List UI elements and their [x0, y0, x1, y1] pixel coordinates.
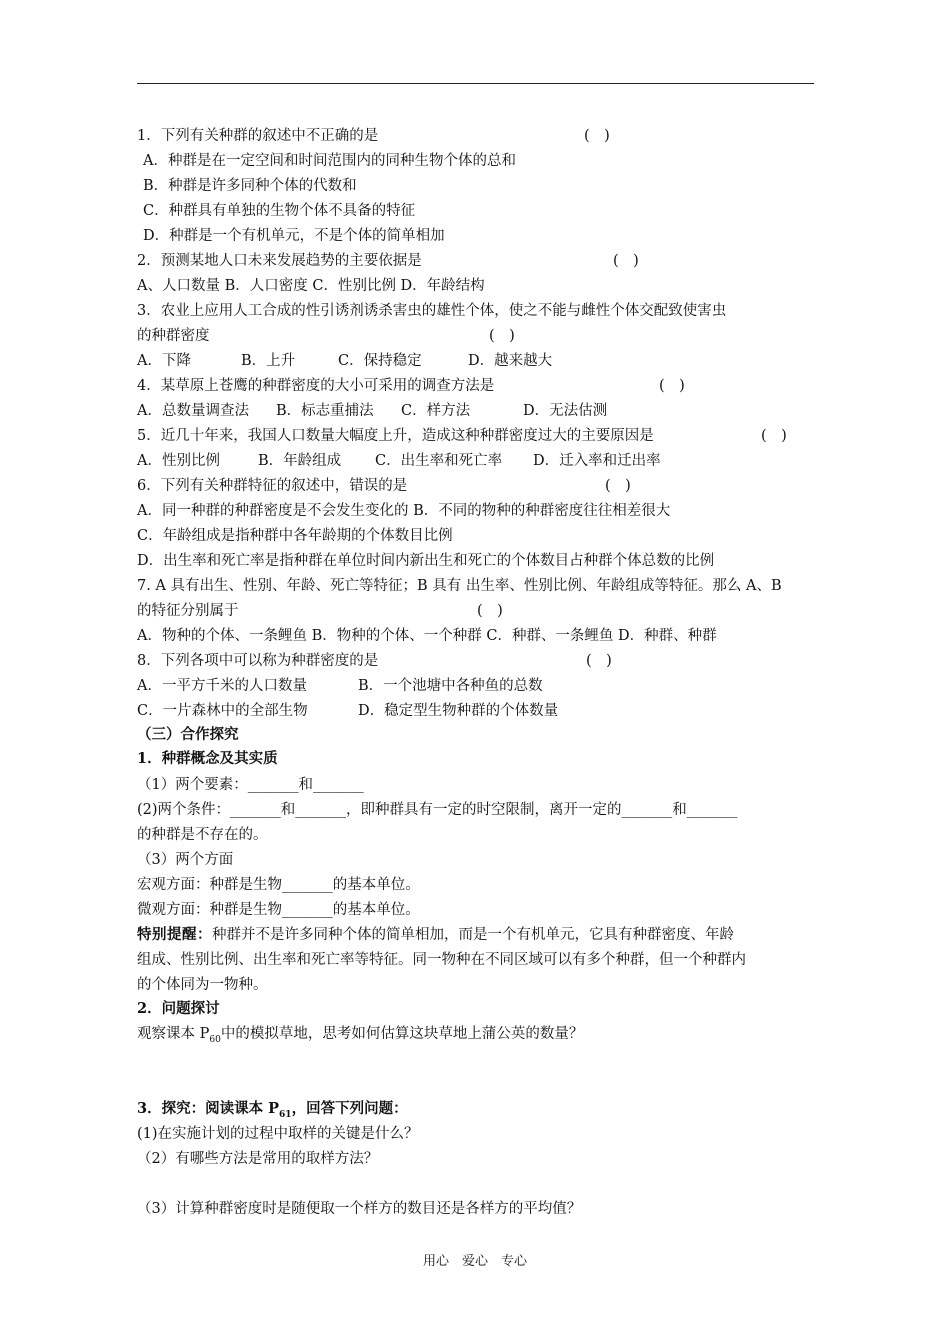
page-footer: 用心 爱心 专心 — [422, 1254, 527, 1269]
q1-option-a: A．种群是在一定空间和时间范围内的同种生物个体的总和 — [143, 153, 516, 169]
q1-option-d: D．种群是一个有机单元，不是个体的简单相加 — [143, 228, 445, 244]
hint-line-3: 的个体同为一物种。 — [137, 977, 268, 993]
hint-line-2: 组成、性别比例、出生率和死亡率等特征。同一物种在不同区域可以有多个种群，但一个种群内 — [137, 952, 746, 968]
header-rule — [137, 83, 814, 84]
micro-aspect: 微观方面：种群是生物_______的基本单位。 — [137, 902, 420, 918]
q5-options: A．性别比例 B．年龄组成 C．出生率和死亡率 D．迁入率和迁出率 — [137, 453, 661, 469]
q6-option-c: C．年龄组成是指种群中各年龄期的个体数目比例 — [137, 528, 453, 544]
two-elements: （1）两个要素：_______和_______ — [137, 777, 364, 793]
q6-option-d: D．出生率和死亡率是指种群在单位时间内新出生和死亡的个体数目占种群个体总数的比例 — [137, 553, 715, 569]
q1-option-c: C．种群具有单独的生物个体不具备的特征 — [143, 203, 416, 219]
q7-stem-2: 的特征分别属于 ( ) — [137, 603, 503, 619]
hint-line-1: 特别提醒：种群并不是许多同种个体的简单相加，而是一个有机单元，它具有种群密度、年龄 — [137, 926, 734, 943]
q4-stem: 4．某草原上苍鹰的种群密度的大小可采用的调查方法是 ( ) — [137, 378, 685, 394]
q7-stem-1: 7. A 具有出生、性别、年龄、死亡等特征；B 具有 出生率、性别比例、年龄组成等特征。那么 A、B — [137, 578, 782, 594]
q7-options: A．物种的个体、一条鲤鱼 B．物种的个体、一个种群 C．种群、一条鲤鱼 D．种群、种群 — [137, 628, 717, 644]
inquiry-q2: （2）有哪些方法是常用的取样方法？ — [137, 1151, 379, 1167]
inquiry-q1: (1)在实施计划的过程中取样的关键是什么？ — [137, 1126, 419, 1142]
q4-options: A．总数量调查法 B．标志重捕法 C．样方法 D．无法估测 — [137, 403, 608, 419]
observe-question: 观察课本 $P_{60}$中的模拟草地，思考如何估算这块草地上蒲公英的数量？ — [137, 1026, 584, 1045]
section-heading: （三）合作探究 — [137, 726, 239, 743]
two-conditions: (2)两个条件：_______和_______，即种群具有一定的时空限制，离开一定的_______和_______ — [137, 802, 738, 818]
subheading-3: 3．探究：阅读课本 $P_{61}$，回答下列问题： — [137, 1100, 408, 1120]
q3-stem-1: 3．农业上应用人工合成的性引诱剂诱杀害虫的雄性个体，使之不能与雌性个体交配致使害虫 — [137, 303, 727, 319]
q2-options: A、人口数量 B．人口密度 C．性别比例 D．年龄结构 — [137, 278, 485, 294]
macro-aspect: 宏观方面：种群是生物_______的基本单位。 — [137, 877, 420, 893]
q3-stem-2: 的种群密度 ( ) — [137, 328, 515, 344]
two-conditions-cont: 的种群是不存在的。 — [137, 827, 268, 843]
q3-options: A．下降 B．上升 C．保持稳定 D．越来越大 — [137, 353, 553, 369]
q1-stem: 1．下列有关种群的叙述中不正确的是 ( ) — [137, 128, 610, 144]
q8-options-cd: C．一片森林中的全部生物 D．稳定型生物种群的个体数量 — [137, 703, 559, 719]
q8-options-ab: A．一平方千米的人口数量 B．一个池塘中各种鱼的总数 — [137, 678, 543, 694]
q6-stem: 6．下列有关种群特征的叙述中，错误的是 ( ) — [137, 478, 631, 494]
q2-stem: 2．预测某地人口未来发展趋势的主要依据是 ( ) — [137, 253, 639, 269]
q1-option-b: B．种群是许多同种个体的代数和 — [143, 178, 357, 194]
q5-stem: 5．近几十年来，我国人口数量大幅度上升，造成这种种群密度过大的主要原因是 ( ) — [137, 428, 787, 444]
two-aspects: （3）两个方面 — [137, 852, 234, 868]
q8-stem: 8．下列各项中可以称为种群密度的是 ( ) — [137, 653, 612, 669]
subheading-1: 1．种群概念及其实质 — [137, 750, 278, 767]
hint-label: 特别提醒： — [137, 926, 212, 943]
inquiry-q3: （3）计算种群密度时是随便取一个样方的数目还是各样方的平均值？ — [137, 1201, 582, 1217]
q6-option-ab: A．同一种群的种群密度是不会发生变化的 B．不同的物种的种群密度往往相差很大 — [137, 503, 671, 519]
subheading-2: 2．问题探讨 — [137, 1000, 220, 1017]
